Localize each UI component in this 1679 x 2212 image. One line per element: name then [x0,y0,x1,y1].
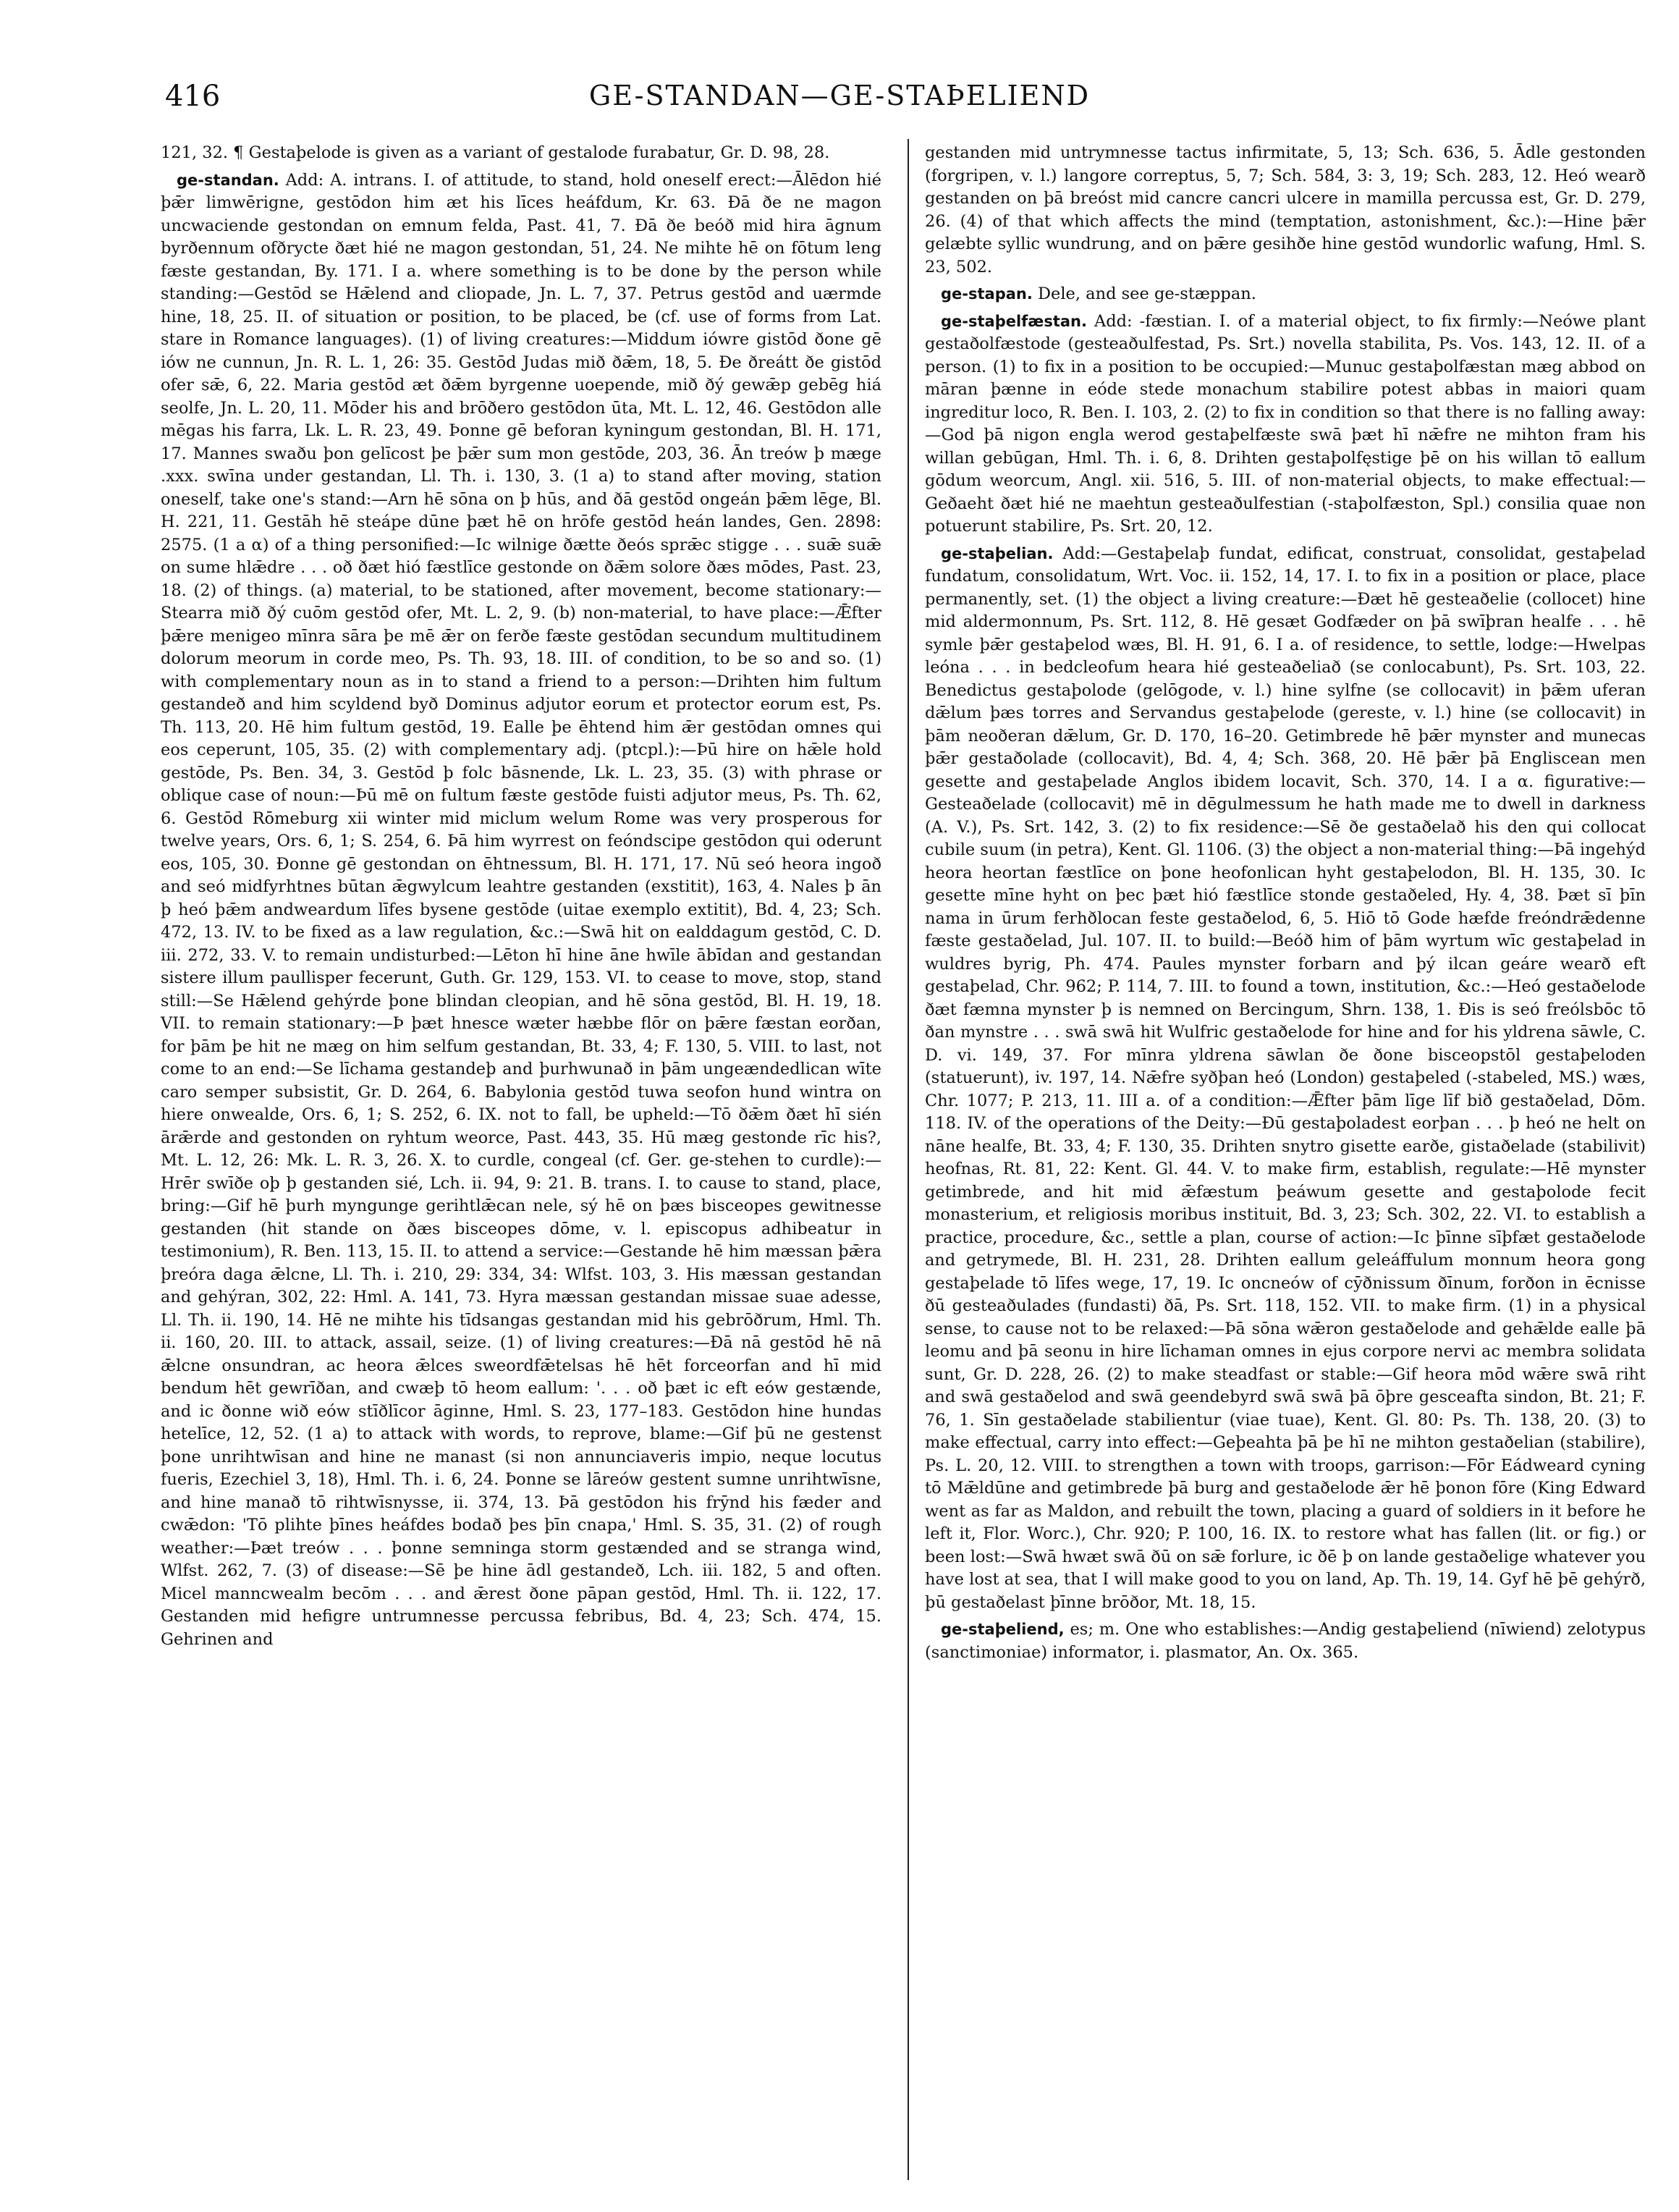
dictionary-entry [161,142,881,165]
entry-headword: ge-stapan. [941,285,1033,303]
dictionary-entry [925,142,1646,279]
running-head: GE-STANDAN—GE-STAÞELIEND [588,80,1091,111]
dictionary-entry [161,169,881,1652]
column-divider [908,139,909,2180]
entry-text: es; m. One who establishes:—Andig gestaþeliend (nīwiend) zelotypus (sanctimoniae) informator, i. plasmator, An. Ox. 365. [925,1620,1646,1662]
entry-headword: ge-standan. [177,171,279,189]
dictionary-entry [925,1618,1646,1664]
entry-text: Add:—Gestaþelaþ fundat, edificat, construat, consolidat, gestaþelad fundatum, consolidatum, Wrt. Voc. ii. 152, 14, 17. I. to fix in a position or place, place permanently, set. (1) the object a living creature:—Ðæt hē gesteaðelie (collocet) hine mid aldermonnum, Ps. Srt. 112, 8. Hē gesæt Godfæder on þā swīþran healfe . . . hē symle þǣr gestaþelod wæs, Bl. H. 91, 6. I a. of residence, to settle, lodge:—Hwelpas leóna . . . in bedcleofum heara hié gesteaðeliað (se conlocabunt), Ps. Srt. 103, 22. Benedictus gestaþolode (gelōgode, v. l.) hine sylfne (se collocavit) in þǣm uferan dǣlum þæs torres and Servandus gestaþelode (gereste, v. l.) hine (se collocavit) in þām neoðeran dǣlum, Gr. D. 170, 16–20. Getimbrede hē þǣr mynster and munecas þǣr gestaðolade (collocavit), Bd. 4, 4; Sch. 368, 20. Hē þǣr þā Engliscean men gesette and gestaþelade Anglos ibidem locavit, Sch. 370, 14. I a α. figurative:—Gesteaðelade (collocavit) mē in dēgulmessum he hath made me to dwell in darkness (A. V.), Ps. Srt. 142, 3. (2) to fix residence:—Sē ðe gestaðelað his den qui collocat cubile suum (in petra), Kent. Gl. 1106. (3) the object a non-material thing:—Þā ingehýd heora heortan fæstlīce on þone heofonlican hyht gestaþelodon, Bl. H. 135, 30. Ic gesette mīne hyht on þec þæt hió fæstlīce stonde gestaðeled, Hy. 4, 38. Þæt sī þīn nama in ūrum ferhðlocan feste gestaðelod, 6, 5. Hiō tō Gode hæfde freóndrǣdenne fæste gestaðelad, Jul. 107. II. to build:—Beóð him of þām wyrtum wīc gestaþelad in wuldres byrig, Ph. 474. Paules mynster forbarn and þý ilcan geáre wearð eft gestaþelad, Chr. 962; P. 114, 7. III. to found a town, institution, &c.:—Heó gestaðelode ðæt fæmna mynster þ is nemned on Bercingum, Shrn. 138, 1. Ðis is seó freólsbōc tō ðan mynstre . . . swā swā hit Wulfric gestaðelode for hine and for his yldrena sāwle, C. D. vi. 149, 37. For mīnra yldrena sāwlan ðe ðone bisceopstōl gestaþeloden (statuerunt), iv. 197, 14. Nǣfre syðþan heó (London) gestaþeled (-stabeled, MS.) wæs, Chr. 1077; P. 213, 11. III a. of a condition:—Ǣfter þām līge līf bið gestaðelad, Dōm. 118. IV. of the operations of the Deity:—Ðū gestaþoladest eorþan . . . þ heó ne helt on nāne healfe, Bt. 33, 4; F. 130, 35. Drihten snytro gisette earðe, gistaðelade (stabilivit) heofnas, Rt. 81, 22: Kent. Gl. 44. V. to make firm, establish, regulate:—Hē mynster getimbrede, and hit mid ǣfæstum þeáwum gesette and gestaþolode fecit monasterium, et religiosis moribus instituit, Bd. 3, 23; Sch. 302, 22. VI. to establish a practice, procedure, &c., settle a plan, course of action:—Ic þīnne sīþfæt gestaðelode and getrymede, Bl. H. 231, 28. Drihten eallum geleáffulum monnum heora gong gestaþelade tō līfes wege, 17, 19. Ic oncneów of cȳðnissum ðīnum, forðon in ēcnisse ðū gesteaðulades (fundasti) ðā, Ps. Srt. 118, 152. VII. to make firm. (1) in a physical sense, to cause not to be relaxed:—Þā sōna wǣron gestaðelode and gehǣlde ealle þā leomu and þā seonu in hire līchaman omnes in ejus corpore nervi ac membra solidata sunt, Gr. D. 228, 26. (2) to make steadfast or stable:—Gif heora mōd wǣre swā riht and swā gestaðelod and swā geendebyrd swā swā þā ōþre gesceafta sindon, Bt. 21; F. 76, 1. Sīn gestaðelade stabilientur (viae tuae), Kent. Gl. 80: Ps. Th. 138, 20. (3) to make effectual, carry into effect:—Geþeahta þā þe hī ne mihton gestaðelian (stabilire), Ps. L. 20, 12. VIII. to strengthen a town with troops, garrison:—Fōr Eádweard cyning tō Mǣldūne and getimbrede þā burg and gestaðelode ǣr hē þonon fōre (King Edward went as far as Maldon, and rebuilt the town, placing a guard of soldiers in it before he left it, Flor. Worc.), Chr. 920; P. 100, 16. IX. to restore what has fallen (lit. or fig.) or been lost:—Swā hwæt swā ðū on sǣ forlure, ic ðē þ on lande gestaðelige whatever you have lost at sea, that I will make good to you on land, Ap. Th. 19, 14. Gyf hē þē gehýrð, þū gestaðelast þīnne brōðor, Mt. 18, 15. [925,544,1646,1612]
entry-text: Dele, and see ge-stæppan. [1038,284,1256,303]
dictionary-entry [925,543,1646,1615]
dictionary-entry [925,283,1646,306]
entry-text: gestanden mid untrymnesse tactus infirmitate, 5, 13; Sch. 636, 5. Ādle gestonden (forgripen, v. l.) langore correptus, 5, 7; Sch. 584, 3: 3, 19; Sch. 283, 12. Heó wearð gestanden on þā breóst mid cancre cancri ulcere in mamilla percussa est, Gr. D. 279, 26. (4) of that which affects the mind (temptation, astonishment, &c.):—Hine þǣr gelæbte syllic wundrung, and on þǣre gesihðe hine gestōd wundorlic wafung, Hml. S. 23, 502. [925,143,1646,276]
entry-text: 121, 32. ¶ Gestaþelode is given as a variant of gestalode furabatur, Gr. D. 98, 28. [161,143,830,162]
right-column [925,142,1646,1668]
entry-headword: ge-staþelian. [941,544,1054,562]
entry-headword: ge-staþelfæstan. [941,312,1087,330]
entry-text: Add: -fæstian. I. of a material object, to fix firmly:—Neówe plant gestaðolfæstode (gesteaðulfestad, Ps. Srt.) novella stabilita, Ps. Vos. 143, 12. II. of a person. (1) to fix in a position to be occupied:—Munuc gestaþolfæstan mæg abbod on māran þænne in eóde stede monachum stabilire potest abbas in maiori quam ingreditur loco, R. Ben. I. 103, 2. (2) to fix in condition so that there is no falling away:—God þā nigon engla werod gestaþelfæste swā þæt hī nǣfre ne mihton fram his willan gebūgan, Hml. Th. i. 6, 8. Drihten gestaþolfęstige þē on his willan tō eallum gōdum weorcum, Angl. xii. 516, 5. III. of non-material objects, to make effectual:—Geðaeht ðæt hié ne maehtun gesteaðulfestian (-staþolfæston, Spl.) consilia quae non potuerunt stabilire, Ps. Srt. 20, 12. [925,311,1646,536]
entry-text: Add: A. intrans. I. of attitude, to stand, hold oneself erect:—Ālēdon hié þǣr limwērigne, gestōdon him æt his līces heáfdum, Kr. 63. Ðā ðe ne magon uncwaciende gestondan on emnum felda, Past. 41, 7. Ðā ðe beóð mid hira āgnum byrðennum ofðrycte ðæt hié ne magon gestondan, 51, 24. Ne mihte hē on fōtum leng fæste gestandan, By. 171. I a. where something is to be done by the person while standing:—Gestōd se Hǣlend and cliopade, Jn. L. 7, 37. Petrus gestōd and uærmde hine, 18, 25. II. of situation or position, to be placed, be (cf. use of forms from Lat. stare in Romance languages). (1) of living creatures:—Middum iówre gistōd ðone gē iów ne cunnun, Jn. R. L. 1, 26: 35. Gestōd Judas mið ðǣm, 18, 5. Ðe ðreátt ðe gistōd ofer sǣ, 6, 22. Maria gestōd æt ðǣm byrgenne uoependе, mið ðý gewǣp gebēg hiá seolfe, Jn. L. 20, 11. Mōder his and brōðero gestōdon ūta, Mt. L. 12, 46. Gestōdon alle mēgas his farra, Lk. L. R. 23, 49. Þonne gē beforan kyningum gestondan, Bl. H. 171, 17. Mannes swaðu þon gelīcost þe þǣr sum mon gestōde, 203, 36. Ān treów þ mæge .xxx. swīna under gestandan, Ll. Th. i. 130, 3. (1 a) to stand after moving, station oneself, take one's stand:—Arn hē sōna on þ hūs, and ðā gestōd ongeán þǣm lēge, Bl. H. 221, 11. Gestāh hē steápe dūne þæt hē on hrōfe gestōd heán landes, Gen. 2898: 2575. (1 a α) of a thing personified:—Ic wilnige ðætte ðeós sprǣc stigge . . . suǣ suǣ on sume hlǣdre . . . oð ðæt hió fæstlīce gestonde on ðǣm solore ðæs mōdes, Past. 23, 18. (2) of things. (a) material, to be stationed, after movement, become stationary:—Stearra mið ðý cuōm gestōd ofer, Mt. L. 2, 9. (b) non-material, to have place:—Ǣfter þǣre menigeo mīnra sāra þe mē ǣr on ferðe fæste gestōdan secundum multitudinem dolorum meorum in corde meo, Ps. Th. 93, 18. III. of condition, to be so and so. (1) with complementary noun as in to stand a friend to a person:—Drihten him fultum gestandeð and him scyldend byð Dominus adjutor eorum et protector eorum est, Ps. Th. 113, 20. Hē him fultum gestōd, 19. Ealle þe ēhtend him ǣr gestōdan omnes qui eos ceperunt, 105, 35. (2) with complementary adj. (ptcpl.):—Þū hire on hǣle hold gestōde, Ps. Ben. 34, 3. Gestōd þ folc bāsnende, Lk. L. 23, 35. (3) with phrase or oblique case of noun:—Þū mē on fultum fæste gestōde fuisti adjutor meus, Ps. Th. 62, 6. Gestōd Rōmeburg xii winter mid miclum welum Rome was very prosperous for twelve years, Ors. 6, 1; S. 254, 6. Þā him wyrrest on feóndscipe gestōdon qui oderunt eos, 105, 30. Ðonne gē gestondan on ēhtnessum, Bl. H. 171, 17. Nū seó heora ingoð and seó midfyrhtnes būtan ǣgwylcum leahtre gestanden (exstitit), 163, 4. Nales þ ān þ heó þǣm andweardum līfes bysene gestōde (uitae exemplo extitit), Bd. 4, 23; Sch. 472, 13. IV. to be fixed as a law regulation, &c.:—Swā hit on ealddagum gestōd, C. D. iii. 272, 33. V. to remain undisturbed:—Lēton hī hine āne hwīle ābīdan and gestandan sistere illum paullisper fecerunt, Guth. Gr. 129, 153. VI. to cease to move, stop, stand still:—Se Hǣlend gehýrde þone blindan cleopian, and hē sōna gestōd, Bl. H. 19, 18. VII. to remain stationary:—Þ þæt hnesce wæter hæbbe flōr on þǣre fæstan eorðan, for þām þe hit ne mæg on him selfum gestandan, Bt. 33, 4; F. 130, 5. VIII. to last, not come to an end:—Se līchama gestandeþ and þurhwunað in þām ungeændedlican wīte caro semper subsistit, Gr. D. 264, 6. Babylonia gestōd tuwa seofon hund wintra on hiere onwealde, Ors. 6, 1; S. 252, 6. IX. not to fall, be upheld:—Tō ðǣm ðæt hī sién ārǣrde and gestonden on ryhtum weorce, Past. 443, 35. Hū mæg gestonde rīc his?, Mt. L. 12, 26: Mk. L. R. 3, 26. X. to curdle, congeal (cf. Ger. ge-stehen to curdle):—Hrēr swīðe oþ þ gestanden sié, Lch. ii. 94, 9: 21. B. trans. I. to cause to stand, place, bring:—Gif hē þurh myngunge gerihtlǣcan nele, sý hē on þæs bisceopes gewitnesse gestanden (hit stande on ðæs bisceopes dōme, v. l. episcopus adhibeatur in testimonium), R. Ben. 113, 15. II. to attend a service:—Gestande hē him mæssan þǣra þreóra daga ǣlcne, Ll. Th. i. 210, 29: 334, 34: Wlfst. 103, 3. His mæssan gestandan and gehýran, 302, 22: Hml. A. 141, 73. Hyra mæssan gestandan missae suae adesse, Ll. Th. ii. 190, 14. Hē ne mihte his tīdsangas gestandan mid his gebrōðrum, Hml. Th. ii. 160, 20. III. to attack, assail, seize. (1) of living creatures:—Ðā nā gestōd hē nā ǣlcne onsundran, ac heora ǣlces sweordfǣtelsas hē hēt forceorfan and hī mid bendum hēt gewrīðan, and cwæþ tō heom eallum: '. . . oð þæt ic eft eów gestænde, and ic ðonne wið eów stīðlīcor āginne, Hml. S. 23, 177–183. Gestōdon hine hundas hetelīce, 12, 52. (1 a) to attack with words, to reprove, blame:—Gif þū ne gestenst þone unrihtwīsan and hine ne manast (si non annunciaveris impio, neque locutus fueris, Ezechiel 3, 18), Hml. Th. i. 6, 24. Þonne se lāreów gestent sumne unrihtwīsne, and hine manað tō rihtwīsnysse, ii. 374, 13. Þā gestōdon his frȳnd his fæder and cwǣdon: 'Tō plihte þīnes heáfdes bodað þes þīn cnapa,' Hml. S. 35, 31. (2) of rough weather:—Þæt treów . . . þonne semninga storm gestænded and se stranga wind, Wlfst. 262, 7. (3) of disease:—Sē þe hine ādl gestandeð, Lch. iii. 182, 5 and often. Micel manncwealm becōm . . . and ǣrest ðone pāpan gestōd, Hml. Th. ii. 122, 17. Gestanden mid hefigre untrumnesse percussa febribus, Bd. 4, 23; Sch. 474, 15. Gehrinen and [161,170,881,1649]
left-column [161,142,881,1655]
page-number: 416 [165,80,221,113]
entry-headword: ge-staþeliend, [941,1621,1065,1638]
dictionary-entry [925,311,1646,539]
